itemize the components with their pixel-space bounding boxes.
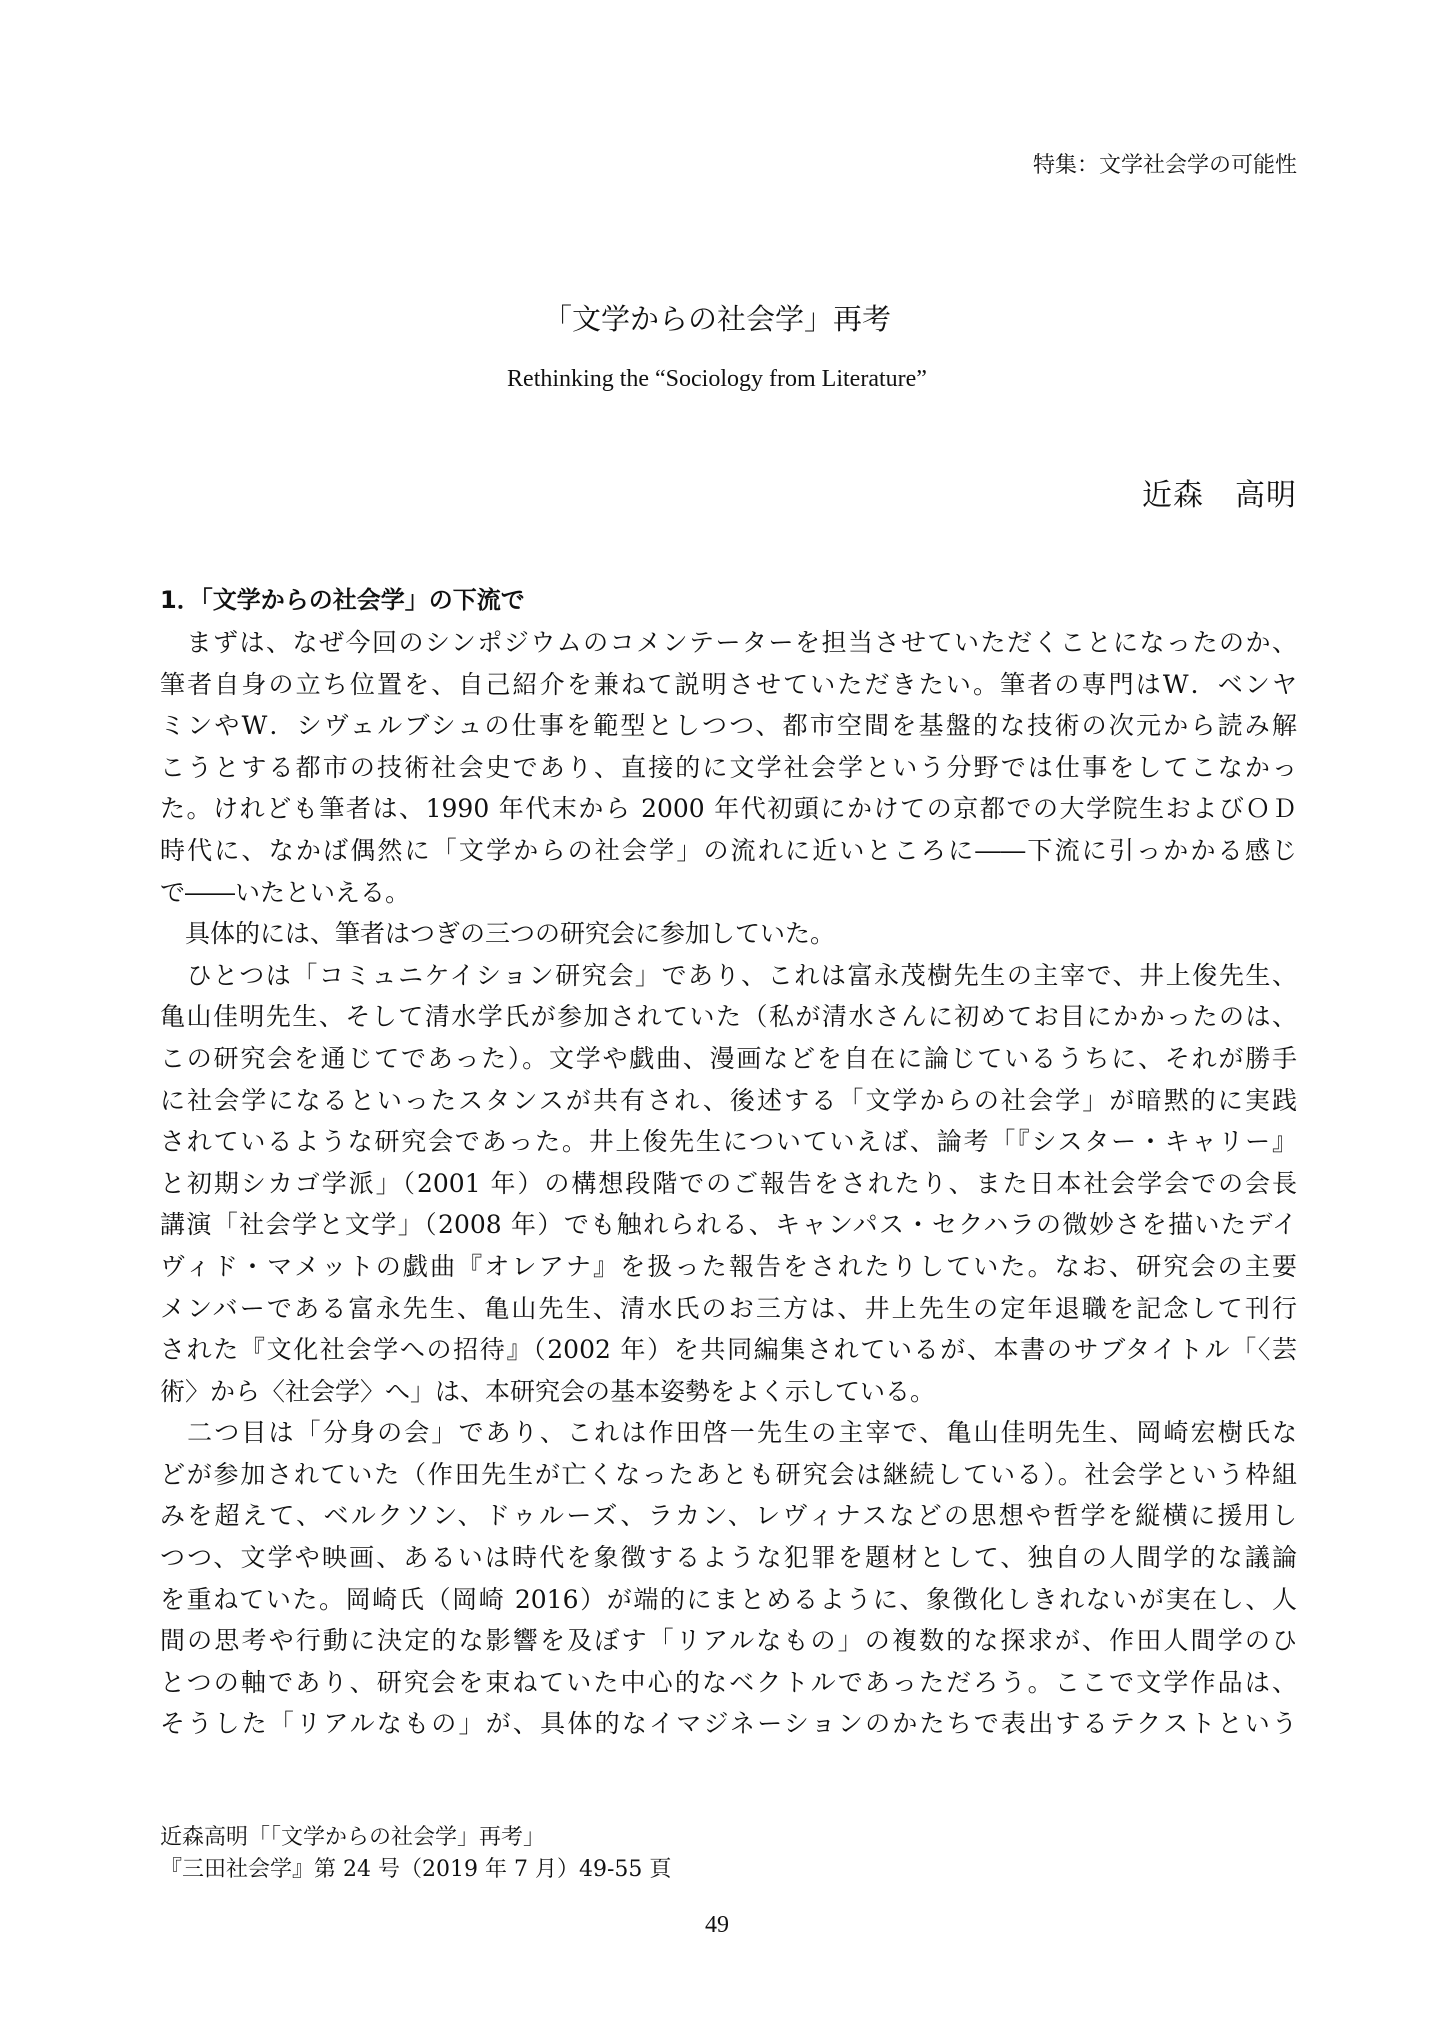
body-line: みを超えて、ベルクソン、ドゥルーズ、ラカン、レヴィナスなどの思想や哲学を縦横に援用し	[160, 1501, 1297, 1531]
body-line: 時代に、なかば偶然に「文学からの社会学」の流れに近いところに――下流に引っかかる感じ	[160, 835, 1297, 865]
body-line: とつの軸であり、研究会を束ねていた中心的なベクトルであっただろう。ここで文学作品は、	[160, 1667, 1297, 1697]
article-title: 「文学からの社会学」再考	[542, 302, 891, 336]
body-line: 講演「社会学と文学」（2008 年）でも触れられる、キャンパス・セクハラの微妙さを描いたデイ	[160, 1210, 1297, 1240]
body-line: この研究会を通じてであった）。文学や戯曲、漫画などを自在に論じているうちに、それが勝手	[160, 1043, 1297, 1073]
body-line: されているような研究会であった。井上俊先生についていえば、論考「『シスター・キャリー』	[160, 1127, 1297, 1157]
body-line: つつ、文学や映画、あるいは時代を象徴するような犯罪を題材として、独自の人間学的な議論	[160, 1543, 1297, 1573]
body-line: まずは、なぜ今回のシンポジウムのコメンテーターを担当させていただくことになったのか、	[160, 628, 1297, 657]
body-line: 具体的には、筆者はつぎの三つの研究会に参加していた。	[160, 919, 836, 949]
author-name: 近森 高明	[1142, 478, 1297, 513]
body-line: を重ねていた。岡崎氏（岡崎 2016）が端的にまとめるように、象徴化しきれないが実在し、人	[160, 1584, 1297, 1614]
body-line: 亀山佳明先生、そして清水学氏が参加されていた（私が清水さんに初めてお目にかかったのは、	[160, 1002, 1297, 1032]
citation-line-2: 『三田社会学』第 24 号（2019 年 7 月）49-55 頁	[160, 1857, 672, 1882]
body-line: た。けれども筆者は、1990 年代末から 2000 年代初頭にかけての京都での大学院生およびＯＤ	[160, 794, 1297, 824]
body-line: に社会学になるといったスタンスが共有され、後述する「文学からの社会学」が暗黙的に実践	[160, 1085, 1297, 1115]
body-line: で――いたといえる。	[160, 877, 411, 907]
body-line: メンバーである富永先生、亀山先生、清水氏のお三方は、井上先生の定年退職を記念して刊行	[160, 1293, 1297, 1323]
body-line: どが参加されていた（作田先生が亡くなったあとも研究会は継続している）。社会学という枠組	[160, 1459, 1297, 1489]
body-text	[160, 622, 1297, 1745]
body-line: された『文化社会学への招待』（2002 年）を共同編集されているが、本書のサブタイトル「〈芸	[160, 1335, 1297, 1365]
body-line: 間の思考や行動に決定的な影響を及ぼす「リアルなもの」の複数的な探求が、作田人間学のひ	[160, 1626, 1297, 1656]
body-line: 筆者自身の立ち位置を、自己紹介を兼ねて説明させていただきたい。筆者の専門はW．ベンヤ	[160, 669, 1297, 699]
body-line: と初期シカゴ学派」（2001 年）の構想段階でのご報告をされたり、また日本社会学会での会長	[160, 1168, 1297, 1198]
page-number: 49	[705, 1912, 729, 1938]
body-line: 術〉から〈社会学〉へ」は、本研究会の基本姿勢をよく示している。	[160, 1376, 936, 1406]
body-line: 二つ目は「分身の会」であり、これは作田啓一先生の主宰で、亀山佳明先生、岡崎宏樹氏な	[160, 1418, 1297, 1448]
body-line: そうした「リアルなもの」が、具体的なイマジネーションのかたちで表出するテクストという	[160, 1709, 1297, 1739]
section-heading: 1．「文学からの社会学」の下流で	[160, 586, 525, 614]
citation-line-1: 近森高明「「文学からの社会学」再考」	[160, 1825, 546, 1850]
body-line: ヴィド・マメットの戯曲『オレアナ』を扱った報告をされたりしていた。なお、研究会の主要	[160, 1251, 1297, 1281]
body-line: こうとする都市の技術社会史であり、直接的に文学社会学という分野では仕事をしてこなかっ	[160, 752, 1297, 782]
body-line: ひとつは「コミュニケイション研究会」であり、これは富永茂樹先生の主宰で、井上俊先生、	[160, 960, 1297, 990]
citation-footer	[160, 1822, 671, 1886]
feature-label: 特集：文学社会学の可能性	[1032, 153, 1297, 178]
body-line: ミンやW．シヴェルブシュの仕事を範型としつつ、都市空間を基盤的な技術の次元から読み解	[160, 711, 1297, 741]
article-subtitle-english: Rethinking the “Sociology from Literature”	[507, 366, 927, 392]
